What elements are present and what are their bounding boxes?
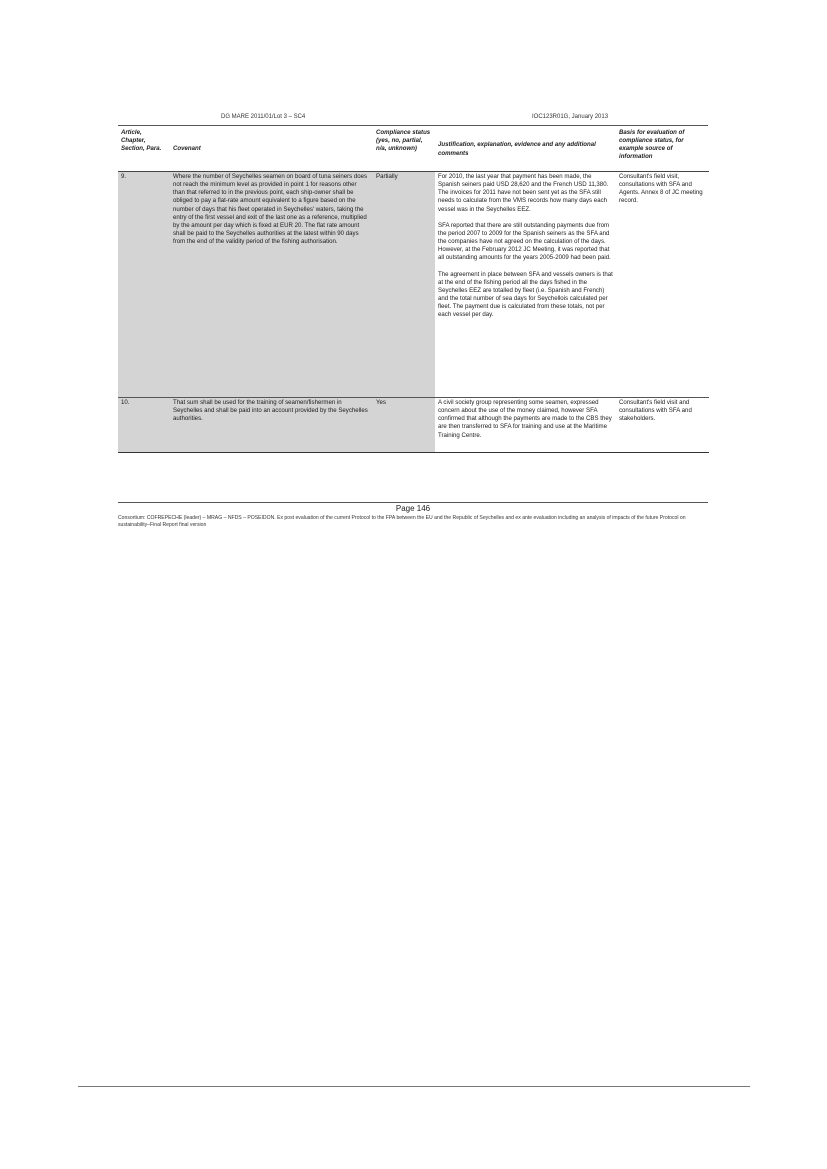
justification-paragraph: A civil society group representing some seamen, expressed concern about the use of the money claimed, however SFA confirmed that although the payments are made to the CBS they are then transferred to SFA for training and use at the Maritime Training Centre.: [438, 399, 612, 439]
justification-paragraph: The agreement in place between SFA and vessels owners is that at the end of the fishing period all the days fished in the Seychelles EEZ are totalled by fleet (i.e. Spanish and French) and the total number of sea days for Seychellois calculated per fleet. The payment due is calculated from these totals, not per each vessel per day.: [438, 270, 613, 319]
justification-cell: [435, 172, 616, 398]
article-cell: 9.: [118, 172, 170, 398]
compliance-table: [118, 128, 709, 453]
status-cell: Partially: [373, 172, 435, 398]
justification-paragraph: For 2010, the last year that payment has been made, the Spanish seiners paid USD 28,620 and the French USD 11,380. The invoices for 2011 have not been sent yet as the SFA still needs to calculate from the VMS records how many days each vessel was in the Seychelles EEZ.: [438, 173, 609, 213]
covenant-cell: Where the number of Seychelles seamen on board of tuna seiners does not reach the minimum level as provided in point 1 for reasons other than that referred to in the previous point, each ship-owner shall be obliged to pay a flat-rate amount equivalent to a figure based on the number of days that his fleet operated in Seychelles' waters, taking the entry of the first vessel and exit of the last one as a reference, multiplied by the amount per day which is fixed at EUR 20. The flat rate amount shall be paid to the Seychelles authorities at the latest within 90 days from the end of the validity period of the fishing authorisation.: [170, 172, 373, 398]
column-header-article: Article, Chapter, Section, Para.: [118, 128, 170, 172]
column-header-justification: Justification, explanation, evidence and any additional comments: [435, 128, 616, 172]
footer-rule: [118, 502, 708, 503]
header-project-ref: DG MARE 2011/01/Lot 3 – SC4: [221, 114, 306, 120]
header-rule: [118, 125, 708, 126]
article-cell: 10.: [118, 398, 170, 453]
consortium-note: Consortium: COFREPECHE (leader) – MRAG – NFDS – POSEIDON. Ex post evaluation of the current Protocol to the FPA between the EU and the Republic of Seychelles and ex ante evaluation including an analysis of impacts of the future Protocol on sustainability–Final Report final version: [118, 515, 686, 528]
header-report-ref: IOC123R01G, January 2013: [532, 114, 609, 120]
bottom-rule: [78, 1086, 750, 1087]
column-header-basis: Basis for evaluation of compliance status, for example source of information: [616, 128, 709, 172]
page-header: [118, 114, 708, 125]
justification-cell: [435, 398, 616, 453]
page-number: Page 146: [395, 504, 431, 513]
covenant-cell: That sum shall be used for the training of seamen/fishermen in Seychelles and shall be paid into an account provided by the Seychelles authorities.: [170, 398, 373, 453]
justification-paragraph: SFA reported that there are still outstanding payments due from the period 2007 to 2009 for the Spanish seiners as the SFA and the companies have not agreed on the calculation of the days. However, at the February 2012 JC Meeting, it was reported that all outstanding amounts for the years 2005-2009 had been paid.: [438, 221, 611, 262]
column-header-status: Compliance status (yes, no, partial, n/a, unknown): [373, 128, 435, 172]
table-row: [118, 172, 709, 398]
status-cell: Yes: [373, 398, 435, 453]
column-header-covenant: Covenant: [170, 128, 373, 172]
table-row: [118, 398, 709, 453]
table-header-row: [118, 128, 709, 172]
basis-cell: Consultant's field visit and consultations with SFA and stakeholders.: [616, 398, 709, 453]
basis-cell: Consultant's field visit, consultations with SFA and Agents. Annex 8 of JC meeting record.: [616, 172, 709, 398]
